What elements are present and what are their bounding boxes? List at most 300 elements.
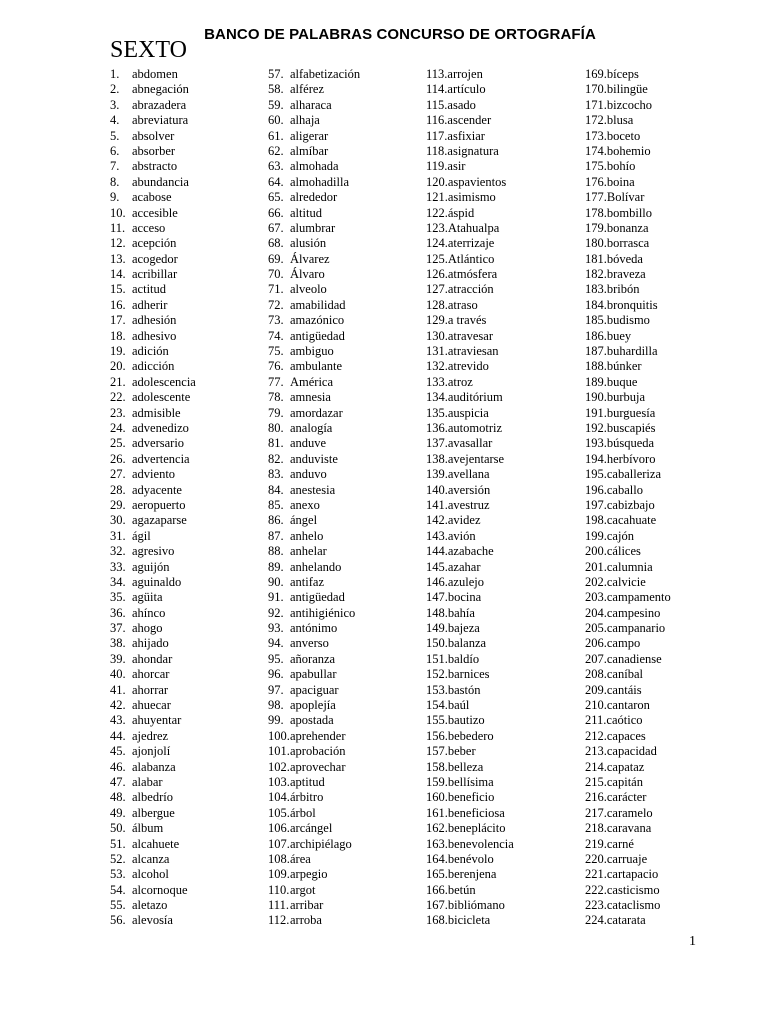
- word-text: campamento: [606, 590, 671, 605]
- word-entry: [110, 221, 196, 236]
- word-entry: [585, 113, 671, 128]
- word-number: 38.: [110, 636, 126, 651]
- word-entry: [585, 606, 671, 621]
- word-entry: [585, 790, 671, 805]
- word-number: 21.: [110, 374, 126, 389]
- word-number: 107.: [268, 836, 290, 851]
- word-entry: [426, 590, 514, 605]
- word-number: 183.: [585, 282, 607, 297]
- word-text: auditórium: [447, 390, 503, 405]
- word-entry: [585, 406, 671, 421]
- word-number: 30.: [110, 513, 126, 528]
- word-number: 60.: [268, 113, 284, 128]
- word-entry: [268, 713, 360, 728]
- word-number: 153.: [426, 682, 448, 697]
- word-entry: [426, 560, 514, 575]
- word-text: alfabetización: [290, 67, 361, 81]
- word-number: 32.: [110, 544, 126, 559]
- word-number: 106.: [268, 821, 290, 836]
- word-entry: [110, 513, 196, 528]
- word-number: 66.: [268, 205, 284, 220]
- word-number: 116.: [426, 113, 448, 128]
- word-number: 104.: [268, 790, 290, 805]
- word-text: avasallar: [447, 436, 493, 451]
- word-number: 193.: [585, 436, 607, 451]
- word-text: berenjena: [447, 867, 497, 882]
- word-entry: [585, 698, 671, 713]
- word-number: 170.: [585, 82, 607, 97]
- word-entry: [110, 67, 196, 82]
- word-number: 75.: [268, 344, 284, 359]
- word-text: ahuecar: [132, 698, 171, 713]
- word-entry: [110, 82, 196, 97]
- word-number: 136.: [426, 420, 448, 435]
- word-entry: [110, 806, 196, 821]
- word-entry: [268, 606, 360, 621]
- word-text: carácter: [606, 790, 647, 805]
- word-text: adyacente: [132, 482, 182, 497]
- word-text: cajón: [606, 528, 634, 543]
- word-entry: [110, 729, 196, 744]
- word-entry: [426, 744, 514, 759]
- word-text: ascender: [447, 113, 492, 128]
- word-entry: [426, 252, 514, 267]
- word-number: 4.: [110, 113, 120, 128]
- word-text: anestesia: [290, 482, 336, 497]
- word-text: azulejo: [447, 574, 484, 589]
- word-text: avión: [447, 528, 476, 543]
- word-entry: [426, 575, 514, 590]
- word-entry: [585, 913, 671, 928]
- word-text: abdomen: [132, 67, 178, 81]
- word-entry: [585, 729, 671, 744]
- word-entry: [110, 282, 196, 297]
- word-entry: [268, 344, 360, 359]
- word-text: alharaca: [290, 97, 332, 112]
- word-text: herbívoro: [606, 451, 656, 466]
- word-entry: [268, 775, 360, 790]
- word-number: 142.: [426, 513, 448, 528]
- word-text: admisible: [132, 405, 181, 420]
- word-text: beber: [447, 744, 476, 759]
- word-entry: [268, 883, 360, 898]
- word-text: arroba: [290, 913, 322, 928]
- word-number: 208.: [585, 667, 607, 682]
- word-number: 58.: [268, 82, 284, 97]
- word-entry: [585, 467, 671, 482]
- word-number: 224.: [585, 913, 607, 928]
- word-number: 82.: [268, 451, 284, 466]
- word-entry: [585, 883, 671, 898]
- word-number: 162.: [426, 821, 448, 836]
- word-entry: [110, 467, 196, 482]
- word-text: analogía: [290, 420, 333, 435]
- word-number: 112.: [268, 913, 290, 928]
- word-number: 86.: [268, 513, 284, 528]
- word-text: automotriz: [447, 420, 503, 435]
- word-number: 54.: [110, 882, 126, 897]
- word-entry: [585, 483, 671, 498]
- word-number: 132.: [426, 359, 448, 374]
- word-entry: [585, 221, 671, 236]
- word-text: arcángel: [290, 821, 333, 836]
- word-entry: [110, 236, 196, 251]
- word-entry: [110, 375, 196, 390]
- word-entry: [426, 513, 514, 528]
- word-entry: [110, 98, 196, 113]
- word-text: América: [290, 374, 334, 389]
- word-text: absorber: [132, 143, 176, 158]
- word-number: 72.: [268, 297, 284, 312]
- word-text: cartapacio: [606, 867, 659, 882]
- grade-heading: SEXTO: [110, 37, 187, 63]
- word-text: abrazadera: [132, 97, 187, 112]
- word-text: aprovechar: [290, 759, 346, 774]
- word-entry: [585, 575, 671, 590]
- word-entry: [585, 436, 671, 451]
- word-number: 148.: [426, 605, 448, 620]
- word-number: 63.: [268, 159, 284, 174]
- word-text: bilingüe: [606, 82, 648, 97]
- word-text: adolescente: [132, 390, 191, 405]
- word-number: 6.: [110, 143, 120, 158]
- word-entry: [426, 375, 514, 390]
- word-text: alférez: [290, 82, 324, 97]
- word-number: 197.: [585, 497, 607, 512]
- word-number: 100.: [268, 728, 290, 743]
- word-number: 15.: [110, 282, 126, 297]
- word-number: 29.: [110, 497, 126, 512]
- word-entry: [268, 252, 360, 267]
- word-text: áspid: [447, 205, 475, 220]
- word-number: 127.: [426, 282, 448, 297]
- word-entry: [110, 790, 196, 805]
- word-text: ajedrez: [132, 728, 169, 743]
- word-entry: [268, 221, 360, 236]
- word-number: 166.: [426, 882, 448, 897]
- word-entry: [426, 713, 514, 728]
- word-entry: [585, 529, 671, 544]
- word-text: alcanza: [132, 851, 170, 866]
- word-number: 203.: [585, 590, 607, 605]
- word-text: archipiélago: [290, 836, 352, 851]
- word-text: caballeriza: [606, 467, 661, 482]
- word-entry: [268, 452, 360, 467]
- word-number: 165.: [426, 867, 448, 882]
- word-number: 41.: [110, 682, 126, 697]
- word-text: almíbar: [290, 143, 329, 158]
- word-text: anduve: [290, 436, 327, 451]
- word-text: aversión: [447, 482, 491, 497]
- word-text: árbitro: [290, 790, 324, 805]
- word-number: 157.: [426, 744, 448, 759]
- word-entry: [585, 513, 671, 528]
- word-number: 214.: [585, 759, 607, 774]
- word-entry: [426, 329, 514, 344]
- word-text: azabache: [447, 544, 494, 559]
- word-number: 11.: [110, 220, 126, 235]
- word-text: benevolencia: [447, 836, 514, 851]
- word-text: alcahuete: [132, 836, 180, 851]
- word-entry: [585, 713, 671, 728]
- word-number: 185.: [585, 313, 607, 328]
- word-entry: [426, 82, 514, 97]
- word-text: acribillar: [132, 267, 178, 282]
- word-number: 96.: [268, 667, 284, 682]
- word-entry: [268, 575, 360, 590]
- word-number: 186.: [585, 328, 607, 343]
- word-entry: [268, 206, 360, 221]
- word-number: 1.: [110, 67, 120, 81]
- word-number: 33.: [110, 559, 126, 574]
- word-text: ángel: [290, 513, 318, 528]
- word-text: aligerar: [290, 128, 329, 143]
- word-entry: [268, 913, 360, 928]
- word-text: absolver: [132, 128, 175, 143]
- word-number: 113.: [426, 67, 448, 81]
- word-number: 177.: [585, 190, 607, 205]
- word-entry: [426, 544, 514, 559]
- word-entry: [268, 144, 360, 159]
- word-entry: [426, 729, 514, 744]
- word-text: caravana: [606, 821, 652, 836]
- word-text: añoranza: [290, 651, 336, 666]
- word-number: 92.: [268, 605, 284, 620]
- word-entry: [110, 575, 196, 590]
- word-text: alumbrar: [290, 220, 336, 235]
- word-text: buey: [606, 328, 632, 343]
- word-number: 57.: [268, 67, 284, 81]
- word-text: acceso: [132, 220, 166, 235]
- word-entry: [585, 129, 671, 144]
- word-text: auspicia: [447, 405, 489, 420]
- word-number: 194.: [585, 451, 607, 466]
- word-number: 201.: [585, 559, 607, 574]
- word-text: alusión: [290, 236, 327, 251]
- word-entry: [110, 667, 196, 682]
- word-entry: [268, 82, 360, 97]
- word-number: 65.: [268, 190, 284, 205]
- word-number: 23.: [110, 405, 126, 420]
- word-entry: [585, 667, 671, 682]
- word-number: 210.: [585, 698, 607, 713]
- word-entry: [110, 775, 196, 790]
- word-number: 202.: [585, 574, 607, 589]
- word-number: 218.: [585, 821, 607, 836]
- word-entry: [110, 498, 196, 513]
- word-text: adviento: [132, 467, 176, 482]
- word-number: 52.: [110, 851, 126, 866]
- word-number: 53.: [110, 867, 126, 882]
- word-text: ahorrar: [132, 682, 169, 697]
- word-text: amordazar: [290, 405, 343, 420]
- word-number: 125.: [426, 251, 448, 266]
- word-entry: [110, 898, 196, 913]
- word-number: 198.: [585, 513, 607, 528]
- word-text: bellísima: [447, 774, 494, 789]
- word-number: 10.: [110, 205, 126, 220]
- word-text: arrojen: [447, 67, 483, 81]
- word-number: 176.: [585, 174, 607, 189]
- word-text: advenedizo: [132, 420, 189, 435]
- word-text: buhardilla: [606, 344, 658, 359]
- word-entry: [585, 236, 671, 251]
- word-number: 221.: [585, 867, 607, 882]
- word-entry: [585, 544, 671, 559]
- word-text: bohemio: [606, 143, 651, 158]
- word-entry: [268, 852, 360, 867]
- word-number: 220.: [585, 851, 607, 866]
- word-entry: [585, 452, 671, 467]
- word-entry: [110, 744, 196, 759]
- word-number: 130.: [426, 328, 448, 343]
- word-text: amnesia: [290, 390, 331, 405]
- word-text: aguinaldo: [132, 574, 182, 589]
- word-number: 47.: [110, 774, 126, 789]
- word-text: antigüedad: [290, 328, 345, 343]
- word-number: 80.: [268, 420, 284, 435]
- word-entry: [268, 683, 360, 698]
- document-title: BANCO DE PALABRAS CONCURSO DE ORTOGRAFÍA: [204, 26, 596, 43]
- word-text: alabanza: [132, 759, 176, 774]
- word-entry: [426, 206, 514, 221]
- word-text: benévolo: [447, 851, 494, 866]
- word-number: 108.: [268, 851, 290, 866]
- word-number: 191.: [585, 405, 607, 420]
- word-number: 134.: [426, 390, 448, 405]
- word-entry: [110, 452, 196, 467]
- word-text: alcornoque: [132, 882, 188, 897]
- word-text: cabizbajo: [606, 497, 655, 512]
- word-number: 143.: [426, 528, 448, 543]
- word-number: 109.: [268, 867, 290, 882]
- word-entry: [268, 821, 360, 836]
- word-number: 199.: [585, 528, 607, 543]
- word-entry: [585, 636, 671, 651]
- word-text: álbum: [132, 821, 164, 836]
- word-number: 99.: [268, 713, 284, 728]
- word-entry: [585, 67, 671, 82]
- word-entry: [110, 883, 196, 898]
- word-number: 114.: [426, 82, 448, 97]
- word-entry: [268, 282, 360, 297]
- word-text: área: [290, 851, 311, 866]
- word-entry: [426, 421, 514, 436]
- word-text: apoplejía: [290, 698, 336, 713]
- word-column-2: [268, 67, 360, 929]
- word-number: 2.: [110, 82, 120, 97]
- word-text: artículo: [447, 82, 486, 97]
- word-text: aguijón: [132, 559, 170, 574]
- word-text: antihigiénico: [290, 605, 356, 620]
- word-entry: [426, 221, 514, 236]
- word-number: 151.: [426, 651, 448, 666]
- word-text: blusa: [606, 113, 634, 128]
- word-number: 189.: [585, 374, 607, 389]
- word-text: accesible: [132, 205, 178, 220]
- word-entry: [426, 683, 514, 698]
- word-text: ambiguo: [290, 344, 334, 359]
- word-entry: [585, 821, 671, 836]
- word-text: burbuja: [606, 390, 646, 405]
- word-text: atrevido: [447, 359, 489, 374]
- word-number: 163.: [426, 836, 448, 851]
- word-text: casticismo: [606, 882, 660, 897]
- word-text: ahondar: [132, 651, 173, 666]
- word-text: buscapiés: [606, 420, 656, 435]
- word-text: canadiense: [606, 651, 662, 666]
- word-entry: [426, 313, 514, 328]
- word-number: 178.: [585, 205, 607, 220]
- word-number: 182.: [585, 267, 607, 282]
- word-number: 171.: [585, 97, 607, 112]
- word-text: beneficiosa: [447, 805, 505, 820]
- word-number: 87.: [268, 528, 284, 543]
- word-number: 141.: [426, 497, 448, 512]
- word-entry: [110, 267, 196, 282]
- word-text: borrasca: [606, 236, 650, 251]
- word-number: 85.: [268, 497, 284, 512]
- word-number: 42.: [110, 698, 126, 713]
- word-number: 89.: [268, 559, 284, 574]
- word-entry: [426, 236, 514, 251]
- word-text: aeropuerto: [132, 497, 186, 512]
- word-number: 140.: [426, 482, 448, 497]
- word-text: baúl: [447, 698, 470, 713]
- word-text: apaciguar: [290, 682, 339, 697]
- word-entry: [585, 298, 671, 313]
- word-number: 187.: [585, 344, 607, 359]
- word-text: apabullar: [290, 667, 337, 682]
- word-text: catarata: [606, 913, 646, 928]
- word-text: boina: [606, 174, 635, 189]
- word-entry: [110, 636, 196, 651]
- word-text: asir: [447, 159, 466, 174]
- word-text: asfixiar: [447, 128, 485, 143]
- word-text: carné: [606, 836, 634, 851]
- word-text: anhelo: [290, 528, 324, 543]
- word-number: 9.: [110, 190, 120, 205]
- word-number: 73.: [268, 313, 284, 328]
- word-entry: [110, 190, 196, 205]
- word-entry: [426, 775, 514, 790]
- word-text: albedrío: [132, 790, 173, 805]
- word-number: 139.: [426, 467, 448, 482]
- word-number: 147.: [426, 590, 448, 605]
- word-text: alevosía: [132, 913, 173, 928]
- word-number: 164.: [426, 851, 448, 866]
- word-number: 14.: [110, 267, 126, 282]
- word-text: balanza: [447, 636, 487, 651]
- word-number: 152.: [426, 667, 448, 682]
- word-entry: [110, 175, 196, 190]
- word-number: 102.: [268, 759, 290, 774]
- word-entry: [426, 390, 514, 405]
- word-entry: [110, 298, 196, 313]
- word-number: 43.: [110, 713, 126, 728]
- word-entry: [110, 698, 196, 713]
- word-entry: [426, 467, 514, 482]
- word-entry: [426, 359, 514, 374]
- word-number: 59.: [268, 97, 284, 112]
- word-entry: [426, 129, 514, 144]
- word-entry: [268, 790, 360, 805]
- word-text: aspavientos: [447, 174, 507, 189]
- word-text: avejentarse: [447, 451, 505, 466]
- word-text: a través: [447, 313, 487, 328]
- word-entry: [585, 175, 671, 190]
- word-entry: [426, 852, 514, 867]
